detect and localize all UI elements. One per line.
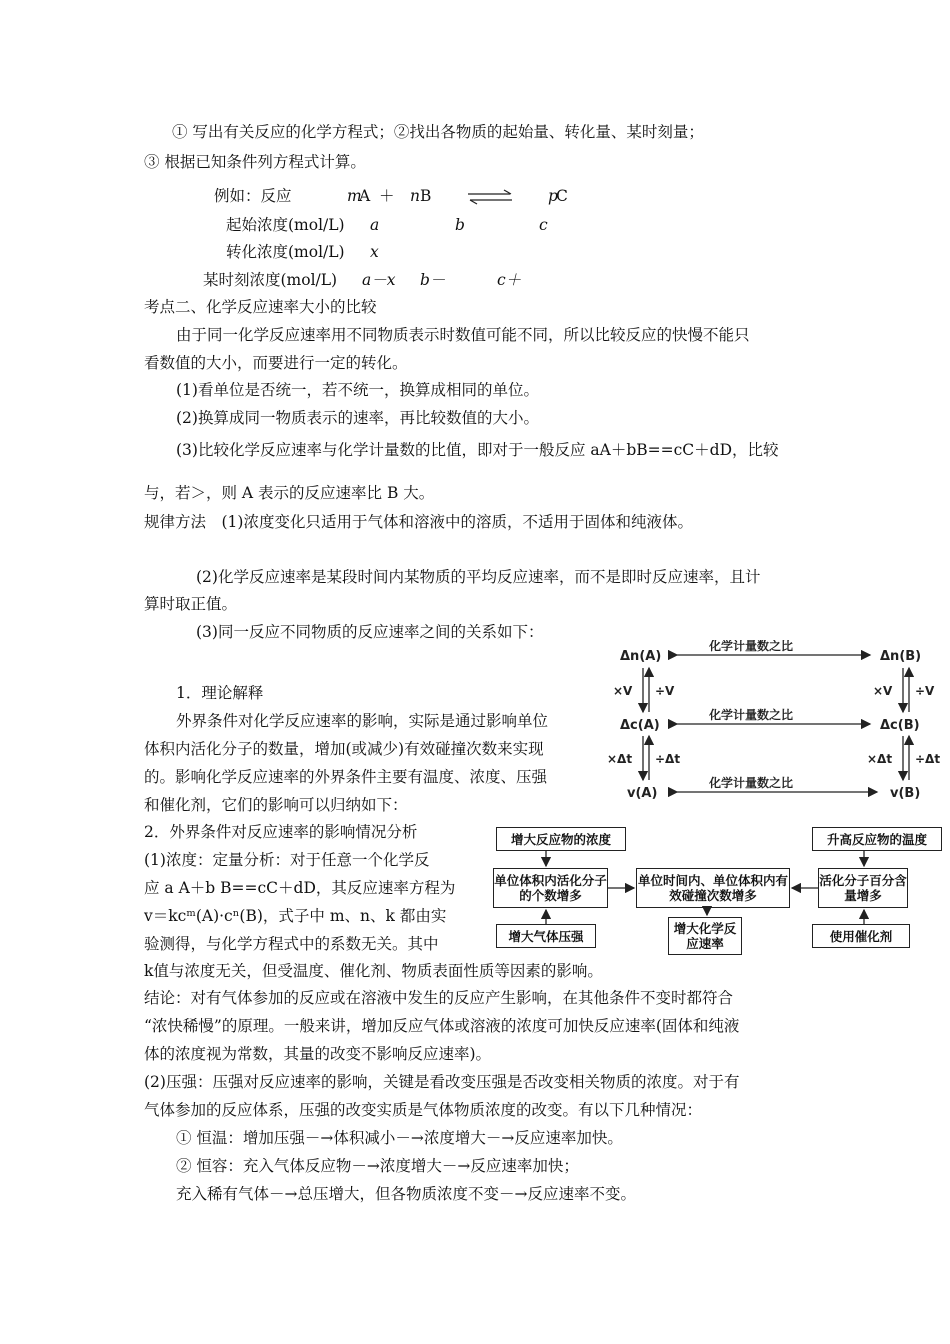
delta-c-b: Δc(B) bbox=[880, 718, 920, 733]
pressure-line-1: (2)压强：压强对反应速率的影响，关键是看改变压强是否改变相关物质的浓度。对于有 bbox=[144, 1073, 740, 1091]
conc-line-1: (1)浓度：定量分析：对于任意一个化学反 bbox=[144, 851, 430, 869]
pressure-case-2: ② 恒容：充入气体反应物－→浓度增大－→反应速率加快； bbox=[176, 1157, 579, 1175]
ratio-label-3: 化学计量数之比 bbox=[709, 776, 794, 790]
equilibrium-arrow-icon bbox=[466, 188, 516, 206]
row-initial-a: a bbox=[370, 216, 380, 234]
compare-step-3-cont: 与，若＞，则 A 表示的反应速率比 B 大。 bbox=[144, 484, 435, 502]
conc-line-4: 验测得，与化学方程式中的系数无关。其中 bbox=[144, 935, 439, 953]
rule-3: (3)同一反应不同物质的反应速率之间的关系如下： bbox=[196, 623, 544, 641]
div-t-right: ÷Δt bbox=[915, 752, 941, 766]
delta-n-b: Δn(B) bbox=[880, 649, 922, 664]
box-raise-temperature: 升高反应物的温度 bbox=[812, 827, 942, 851]
box-active-molecules-count: 单位体积内活化分子的个数增多 bbox=[493, 868, 608, 908]
step-line-1: ① 写出有关反应的化学方程式；②找出各物质的起始量、转化量、某时刻量； bbox=[172, 123, 704, 141]
para-1-line-2: 看数值的大小，而要进行一定的转化。 bbox=[144, 354, 408, 372]
compare-step-2: (2)换算成同一物质表示的速率，再比较数值的大小。 bbox=[176, 409, 539, 427]
row-initial-b: b bbox=[455, 216, 465, 234]
row-initial-c: c bbox=[539, 216, 548, 234]
conclusion-line-3: 体的浓度视为常数，其量的改变不影响反应速率)。 bbox=[144, 1045, 492, 1063]
rule-1: 规律方法 (1)浓度变化只适用于气体和溶液中的溶质，不适用于固体和纯液体。 bbox=[144, 513, 693, 531]
theory-line-4: 和催化剂，它们的影响可以归纳如下： bbox=[144, 796, 408, 814]
eq-coef-m: m bbox=[347, 187, 362, 205]
mul-t-left: ×Δt bbox=[607, 752, 633, 766]
step-line-2: ③ 根据已知条件列方程式计算。 bbox=[144, 153, 366, 171]
row-moment-label: 某时刻浓度(mol/L) bbox=[203, 271, 338, 289]
theory-line-3: 的。影响化学反应速率的外界条件主要有温度、浓度、压强 bbox=[144, 768, 548, 786]
rate-relation-diagram bbox=[605, 640, 945, 805]
theory-line-1: 外界条件对化学反应速率的影响，实际是通过影响单位 bbox=[176, 712, 549, 730]
compare-step-1: (1)看单位是否统一，若不统一，换算成相同的单位。 bbox=[176, 381, 539, 399]
div-v-right: ÷V bbox=[915, 684, 935, 698]
row-moment-b: b－ bbox=[420, 271, 446, 289]
mul-t-right: ×Δt bbox=[867, 752, 893, 766]
box-use-catalyst: 使用催化剂 bbox=[812, 924, 910, 948]
ratio-label-2: 化学计量数之比 bbox=[709, 708, 794, 722]
theory-line-2: 体积内活化分子的数量，增加(或减少)有效碰撞次数来实现 bbox=[144, 740, 544, 758]
section-heading-2: 考点二、化学反应速率大小的比较 bbox=[144, 298, 377, 316]
analysis-heading: 2．外界条件对反应速率的影响情况分析 bbox=[144, 823, 418, 841]
eq-species-b: B bbox=[420, 187, 432, 205]
box-increase-pressure: 增大气体压强 bbox=[496, 924, 596, 948]
para-1-line-1: 由于同一化学反应速率用不同物质表示时数值可能不同，所以比较反应的快慢不能只 bbox=[176, 326, 750, 344]
theory-heading: 1．理论解释 bbox=[176, 684, 264, 702]
rate-b: v(B) bbox=[890, 786, 921, 801]
conc-line-5: k值与浓度无关，但受温度、催化剂、物质表面性质等因素的影响。 bbox=[144, 962, 603, 980]
row-initial-label: 起始浓度(mol/L) bbox=[226, 216, 345, 234]
row-change-x: x bbox=[370, 243, 379, 261]
conclusion-line-2: “浓快稀慢”的原理。一般来讲，增加反应气体或溶液的浓度可加快反应速率(固体和纯液 bbox=[144, 1017, 740, 1035]
conc-line-2: 应 a A＋b B==cC＋dD，其反应速率方程为 bbox=[144, 879, 456, 897]
eq-species-a: A bbox=[359, 187, 371, 205]
rule-2-line-2: 算时取正值。 bbox=[144, 595, 238, 613]
mul-v-right: ×V bbox=[873, 684, 893, 698]
box-increase-rate: 增大化学反应速率 bbox=[668, 917, 742, 955]
row-moment-c: c＋ bbox=[497, 271, 522, 289]
div-v-left: ÷V bbox=[655, 684, 675, 698]
row-moment-a: a－x bbox=[362, 271, 396, 289]
example-label: 例如：反应 bbox=[214, 187, 292, 205]
row-change-label: 转化浓度(mol/L) bbox=[226, 243, 345, 261]
conclusion-line-1: 结论：对有气体参加的反应或在溶液中发生的反应产生影响，在其他条件不变时都符合 bbox=[144, 989, 734, 1007]
rate-a: v(A) bbox=[627, 786, 658, 801]
rule-2-line-1: (2)化学反应速率是某段时间内某物质的平均反应速率，而不是即时反应速率，且计 bbox=[196, 568, 761, 586]
eq-plus: ＋ bbox=[379, 187, 395, 205]
conc-line-3: v＝kcᵐ(A)·cⁿ(B)，式子中 m、n、k 都由实 bbox=[144, 907, 447, 925]
eq-coef-n: n bbox=[410, 187, 420, 205]
compare-step-3: (3)比较化学反应速率与化学计量数的比值，即对于一般反应 aA＋bB==cC＋dD，比较 bbox=[176, 441, 779, 459]
delta-c-a: Δc(A) bbox=[620, 718, 660, 733]
box-increase-concentration: 增大反应物的浓度 bbox=[496, 827, 626, 851]
eq-species-c: C bbox=[556, 187, 568, 205]
pressure-case-3: 充入稀有气体－→总压增大，但各物质浓度不变－→反应速率不变。 bbox=[176, 1185, 636, 1203]
box-active-percentage: 活化分子百分含量增多 bbox=[818, 868, 908, 908]
pressure-line-2: 气体参加的反应体系，压强的改变实质是气体物质浓度的改变。有以下几种情况： bbox=[144, 1101, 703, 1119]
eq-coef-p: p bbox=[548, 187, 558, 205]
div-t-left: ÷Δt bbox=[655, 752, 681, 766]
box-effective-collisions: 单位时间内、单位体积内有效碰撞次数增多 bbox=[636, 868, 790, 908]
pressure-case-1: ① 恒温：增加压强－→体积减小－→浓度增大－→反应速率加快。 bbox=[176, 1129, 623, 1147]
mul-v-left: ×V bbox=[613, 684, 633, 698]
ratio-label-1: 化学计量数之比 bbox=[709, 640, 794, 653]
delta-n-a: Δn(A) bbox=[620, 649, 662, 664]
